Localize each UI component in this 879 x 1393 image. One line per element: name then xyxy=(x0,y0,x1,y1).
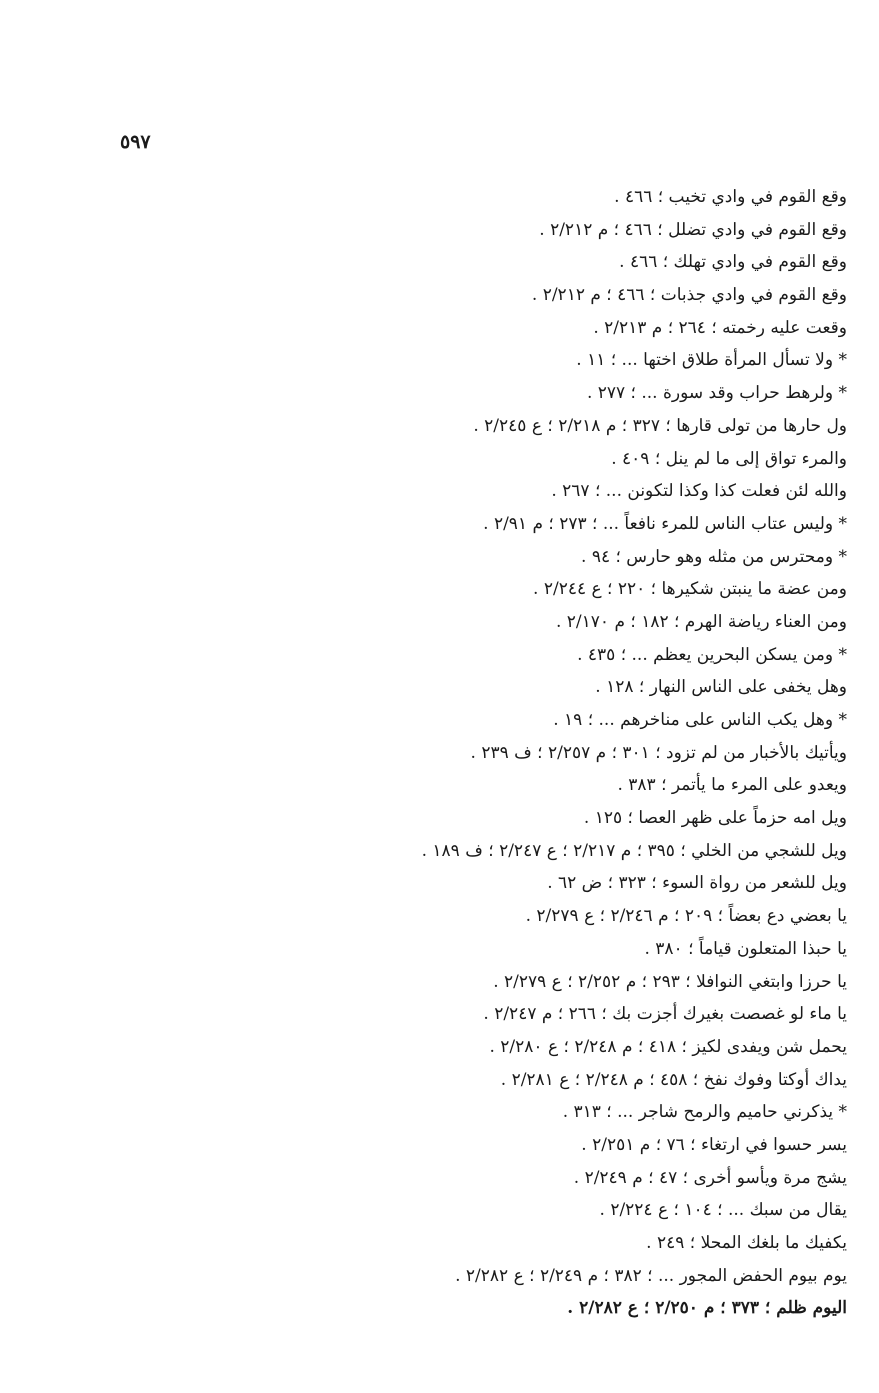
index-entry: والمرء تواق إلى ما لم ينل ؛ ٤٠٩ . xyxy=(611,448,847,469)
index-entry: اليوم ظلم ؛ ٣٧٣ ؛ م ٢/٢٥٠ ؛ ع ٢/٢٨٢ . xyxy=(567,1298,847,1319)
index-entry: وقع القوم في وادي تخيب ؛ ٤٦٦ . xyxy=(614,187,847,207)
index-entry: يا حرزا وابتغي النوافلا ؛ ٢٩٣ ؛ م ٢/٢٥٢ ؛ ع ٢/٢٧٩ . xyxy=(493,971,847,992)
index-entry: وقع القوم في وادي جذبات ؛ ٤٦٦ ؛ م ٢/٢١٢ . xyxy=(531,285,847,306)
index-entry: يشج مرة ويأسو أخرى ؛ ٤٧ ؛ م ٢/٢٤٩ . xyxy=(573,1167,847,1188)
index-entry: يحمل شن ويفدى لكيز ؛ ٤١٨ ؛ م ٢/٢٤٨ ؛ ع ٢/٢٨٠ . xyxy=(489,1036,847,1057)
page-number: ٥٩٧ xyxy=(120,131,151,153)
index-entry: والله لئن فعلت كذا وكذا لتكونن ... ؛ ٢٦٧ . xyxy=(551,481,847,502)
index-entry: ويأتيك بالأخبار من لم تزود ؛ ٣٠١ ؛ م ٢/٢٥٧ ؛ ف ٢٣٩ . xyxy=(470,742,847,763)
index-entry: يا حبذا المتعلون قياماً ؛ ٣٨٠ . xyxy=(644,938,847,959)
index-entry: يوم بيوم الحفض المجور ... ؛ ٣٨٢ ؛ م ٢/٢٤٩ ؛ ع ٢/٢٨٢ . xyxy=(455,1265,847,1286)
index-entry: ويل للشعر من رواة السوء ؛ ٣٢٣ ؛ ض ٦٢ . xyxy=(547,873,847,894)
index-entry: وقع القوم في وادي تهلك ؛ ٤٦٦ . xyxy=(619,252,847,273)
index-entry: * ومن يسكن البحرين يعظم ... ؛ ٤٣٥ . xyxy=(577,644,847,665)
index-entry: * وليس عتاب الناس للمرء نافعاً ... ؛ ٢٧٣ ؛ م ٢/٩١ . xyxy=(483,513,847,534)
index-entry: ول حارها من تولى قارها ؛ ٣٢٧ ؛ م ٢/٢١٨ ؛ ع ٢/٢٤٥ . xyxy=(473,415,847,436)
index-entry: وقعت عليه رخمته ؛ ٢٦٤ ؛ م ٢/٢١٣ . xyxy=(593,317,847,338)
index-entry: ويل للشجي من الخلي ؛ ٣٩٥ ؛ م ٢/٢١٧ ؛ ع ٢/٢٤٧ ؛ ف ١٨٩ . xyxy=(421,840,847,861)
index-entry: * يذكرني حاميم والرمح شاجر ... ؛ ٣١٣ . xyxy=(562,1102,847,1123)
index-entry: وهل يخفى على الناس النهار ؛ ١٢٨ . xyxy=(595,677,847,698)
index-entry: ويل امه حزماً على ظهر العصا ؛ ١٢٥ . xyxy=(583,808,847,829)
index-entry: * ومحترس من مثله وهو حارس ؛ ٩٤ . xyxy=(581,546,847,567)
index-entry: يسر حسوا في ارتغاء ؛ ٧٦ ؛ م ٢/٢٥١ . xyxy=(581,1134,847,1155)
index-entry: * وهل يكب الناس على مناخرهم ... ؛ ١٩ . xyxy=(553,710,847,730)
index-entry: وقع القوم في وادي تضلل ؛ ٤٦٦ ؛ م ٢/٢١٢ . xyxy=(539,219,847,240)
index-entry: يا بعضي دع بعضاً ؛ ٢٠٩ ؛ م ٢/٢٤٦ ؛ ع ٢/٢٧٩ . xyxy=(525,906,847,927)
index-entry: يداك أوكتا وفوك نفخ ؛ ٤٥٨ ؛ م ٢/٢٤٨ ؛ ع ٢/٢٨١ . xyxy=(500,1069,847,1090)
index-entry: ومن العناء رياضة الهرم ؛ ١٨٢ ؛ م ٢/١٧٠ . xyxy=(555,611,847,632)
index-entry: * ولا تسأل المرأة طلاق اختها ... ؛ ١١ . xyxy=(576,350,847,371)
index-entry: ويعدو على المرء ما يأتمر ؛ ٣٨٣ . xyxy=(617,775,847,796)
index-entry: * ولرهط حراب وقد سورة ... ؛ ٢٧٧ . xyxy=(586,383,847,404)
index-entry: يا ماء لو غصصت بغيرك أجزت بك ؛ ٢٦٦ ؛ م ٢/٢٤٧ . xyxy=(483,1004,847,1025)
index-entry-list xyxy=(27,181,847,1325)
index-entry: يكفيك ما بلغك المحلا ؛ ٢٤٩ . xyxy=(646,1233,847,1253)
index-entry: يقال من سبك ... ؛ ١٠٤ ؛ ع ٢/٢٢٤ . xyxy=(599,1200,847,1221)
index-entry: ومن عضة ما ينبتن شكيرها ؛ ٢٢٠ ؛ ع ٢/٢٤٤ . xyxy=(533,579,847,600)
